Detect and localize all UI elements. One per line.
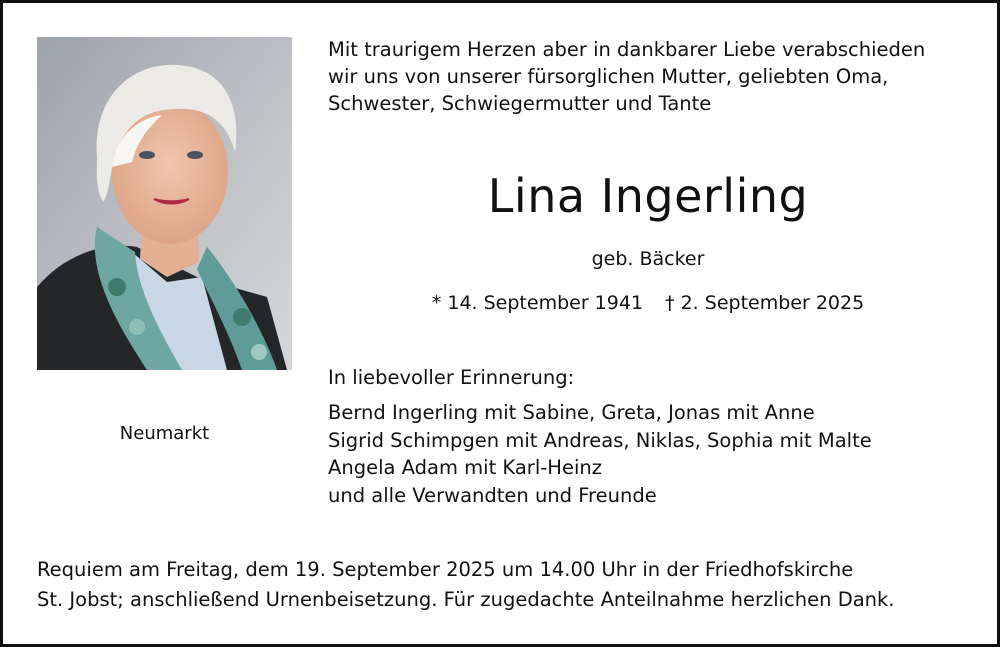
intro-line: wir uns von unserer fürsorglichen Mutter, geliebten Oma,: [328, 65, 889, 88]
requiem-notice: [37, 555, 967, 615]
place-of-residence: Neumarkt: [119, 423, 210, 444]
mourners-list: [328, 399, 968, 509]
portrait-photo: [37, 37, 292, 370]
death-date: † 2. September 2025: [665, 292, 865, 314]
requiem-line: St. Jobst; anschließend Urnenbeisetzung. Für zugedachte Anteilnahme herzlichen Dank.: [37, 588, 895, 611]
mourner-line: und alle Verwandten und Freunde: [328, 483, 657, 507]
memory-heading: In liebevoller Erinnerung:: [328, 366, 575, 389]
intro-line: Schwester, Schwiegermutter und Tante: [328, 92, 712, 115]
mourner-line: Angela Adam mit Karl-Heinz: [328, 456, 602, 479]
intro-line: Mit traurigem Herzen aber in dankbarer Liebe verabschieden: [328, 38, 926, 61]
birth-date: * 14. September 1941: [431, 292, 644, 314]
requiem-line: Requiem am Freitag, dem 19. September 2025 um 14.00 Uhr in der Friedhofskirche: [37, 558, 854, 581]
deceased-name: Lina Ingerling: [487, 169, 809, 223]
birth-name: geb. Bäcker: [591, 248, 705, 270]
intro-text: [328, 36, 968, 117]
mourner-line: Sigrid Schimpgen mit Andreas, Niklas, Sophia mit Malte: [328, 428, 872, 452]
mourner-line: Bernd Ingerling mit Sabine, Greta, Jonas mit Anne: [328, 401, 815, 424]
life-dates: [328, 289, 968, 317]
